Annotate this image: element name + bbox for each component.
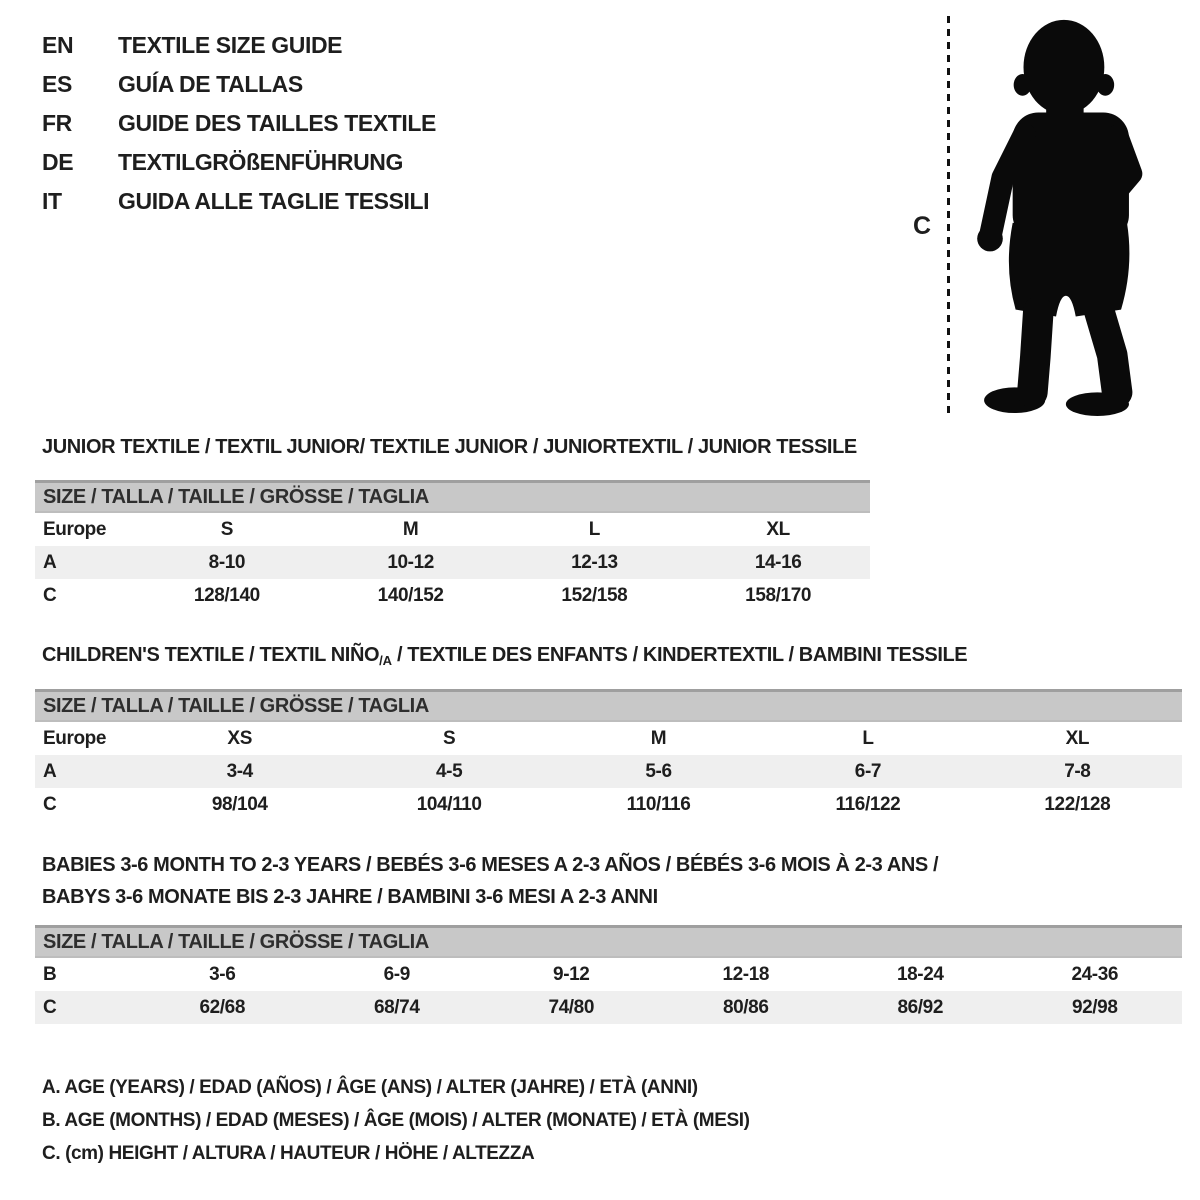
- legend-line-c: C. (cm) HEIGHT / ALTURA / HAUTEUR / HÖHE / ALTEZZA: [42, 1143, 535, 1164]
- toddler-silhouette-icon: [972, 10, 1144, 416]
- children-title-prefix: CHILDREN'S TEXTILE / TEXTIL NIÑO: [42, 644, 380, 666]
- table-cell: 8-10: [208, 552, 246, 573]
- row-label-cell: B: [43, 964, 57, 985]
- table-row-europe: [35, 722, 1182, 755]
- table-row-age: [35, 546, 870, 579]
- language-title-block: [42, 32, 436, 227]
- table-cell: M: [402, 519, 419, 540]
- size-header-bar: SIZE / TALLA / TAILLE / GRÖSSE / TAGLIA: [35, 480, 870, 513]
- language-code: DE: [42, 149, 74, 175]
- row-label-cell: A: [43, 552, 57, 573]
- row-label-cell: C: [43, 585, 57, 606]
- table-row-age: [35, 755, 1182, 788]
- table-cell: 158/170: [745, 585, 812, 606]
- language-code: ES: [42, 71, 72, 97]
- language-row-de: [42, 149, 436, 176]
- row-label-cell: A: [43, 761, 57, 782]
- babies-section-title: [42, 849, 938, 913]
- size-header-bar: SIZE / TALLA / TAILLE / GRÖSSE / TAGLIA: [35, 925, 1182, 958]
- language-title: TEXTILE SIZE GUIDE: [118, 32, 343, 58]
- table-cell: 9-12: [553, 964, 590, 985]
- babies-title-line2: BABYS 3-6 MONATE BIS 2-3 JAHRE / BAMBINI 3-6 MESI A 2-3 ANNI: [42, 886, 658, 908]
- children-size-table: [35, 689, 1182, 821]
- table-cell: 98/104: [211, 794, 268, 815]
- babies-title-line1: BABIES 3-6 MONTH TO 2-3 YEARS / BEBÉS 3-6 MESES A 2-3 AÑOS / BÉBÉS 3-6 MOIS À 2-3 ANS /: [42, 854, 939, 876]
- language-title: GUÍA DE TALLAS: [118, 71, 303, 97]
- language-title: GUIDA ALLE TAGLIE TESSILI: [118, 188, 430, 214]
- row-label-cell: Europe: [43, 728, 107, 749]
- children-section-title: [42, 644, 967, 668]
- language-row-it: [42, 188, 436, 215]
- table-cell: 92/98: [1071, 997, 1118, 1018]
- table-cell: 6-9: [383, 964, 410, 985]
- table-row-height: [35, 788, 1182, 821]
- table-cell: 128/140: [193, 585, 260, 606]
- table-cell: XL: [766, 519, 790, 540]
- table-row-age-months: [35, 958, 1182, 991]
- babies-size-table: [35, 925, 1182, 1024]
- language-title: TEXTILGRÖßENFÜHRUNG: [118, 149, 403, 175]
- table-cell: 3-4: [226, 761, 253, 782]
- language-title: GUIDE DES TAILLES TEXTILE: [118, 110, 436, 136]
- table-cell: 152/158: [561, 585, 628, 606]
- table-cell: 12-13: [571, 552, 618, 573]
- children-title-subscript: /A: [379, 653, 392, 668]
- table-cell: 80/86: [722, 997, 769, 1018]
- table-cell: 6-7: [854, 761, 882, 782]
- table-cell: L: [588, 519, 600, 540]
- table-cell: 24-36: [1071, 964, 1119, 985]
- language-row-en: [42, 32, 436, 59]
- children-title-suffix: / TEXTILE DES ENFANTS / KINDERTEXTIL / BAMBINI TESSILE: [391, 644, 968, 666]
- table-row-europe: [35, 513, 870, 546]
- legend: [42, 1071, 750, 1170]
- table-cell: L: [862, 728, 874, 749]
- table-cell: 104/110: [416, 794, 482, 815]
- table-cell: 18-24: [896, 964, 944, 985]
- table-row-height: [35, 991, 1182, 1024]
- height-measure-label: C: [913, 212, 931, 240]
- table-cell: S: [442, 728, 456, 749]
- table-cell: XL: [1065, 728, 1090, 749]
- language-row-es: [42, 71, 436, 98]
- size-header-bar: SIZE / TALLA / TAILLE / GRÖSSE / TAGLIA: [35, 689, 1182, 722]
- table-cell: 122/128: [1044, 794, 1111, 815]
- language-code: FR: [42, 110, 72, 136]
- language-code: IT: [42, 188, 62, 214]
- table-cell: 110/116: [626, 794, 691, 815]
- table-cell: 14-16: [754, 552, 802, 573]
- legend-line-b: B. AGE (MONTHS) / EDAD (MESES) / ÂGE (MOIS) / ALTER (MONATE) / ETÀ (MESI): [42, 1110, 750, 1131]
- table-cell: 12-18: [722, 964, 770, 985]
- table-cell: 3-6: [209, 964, 236, 985]
- language-row-fr: [42, 110, 436, 137]
- table-cell: S: [220, 519, 234, 540]
- legend-line-a: A. AGE (YEARS) / EDAD (AÑOS) / ÂGE (ANS) / ALTER (JAHRE) / ETÀ (ANNI): [42, 1077, 698, 1098]
- table-cell: 68/74: [373, 997, 420, 1018]
- table-cell: 74/80: [548, 997, 595, 1018]
- row-label-cell: Europe: [43, 519, 107, 540]
- table-cell: M: [650, 728, 667, 749]
- table-cell: 140/152: [377, 585, 444, 606]
- row-label-cell: C: [43, 997, 57, 1018]
- table-cell: XS: [227, 728, 252, 749]
- language-code: EN: [42, 32, 74, 58]
- table-cell: 5-6: [645, 761, 672, 782]
- junior-section-title: JUNIOR TEXTILE / TEXTIL JUNIOR/ TEXTILE JUNIOR / JUNIORTEXTIL / JUNIOR TESSILE: [42, 436, 857, 458]
- table-row-height: [35, 579, 870, 612]
- table-cell: 7-8: [1064, 761, 1091, 782]
- table-cell: 10-12: [387, 552, 434, 573]
- junior-size-table: [35, 480, 870, 612]
- table-cell: 62/68: [199, 997, 246, 1018]
- height-measure-line: [947, 16, 950, 414]
- table-cell: 4-5: [435, 761, 463, 782]
- table-cell: 86/92: [897, 997, 944, 1018]
- row-label-cell: C: [43, 794, 57, 815]
- table-cell: 116/122: [835, 794, 901, 815]
